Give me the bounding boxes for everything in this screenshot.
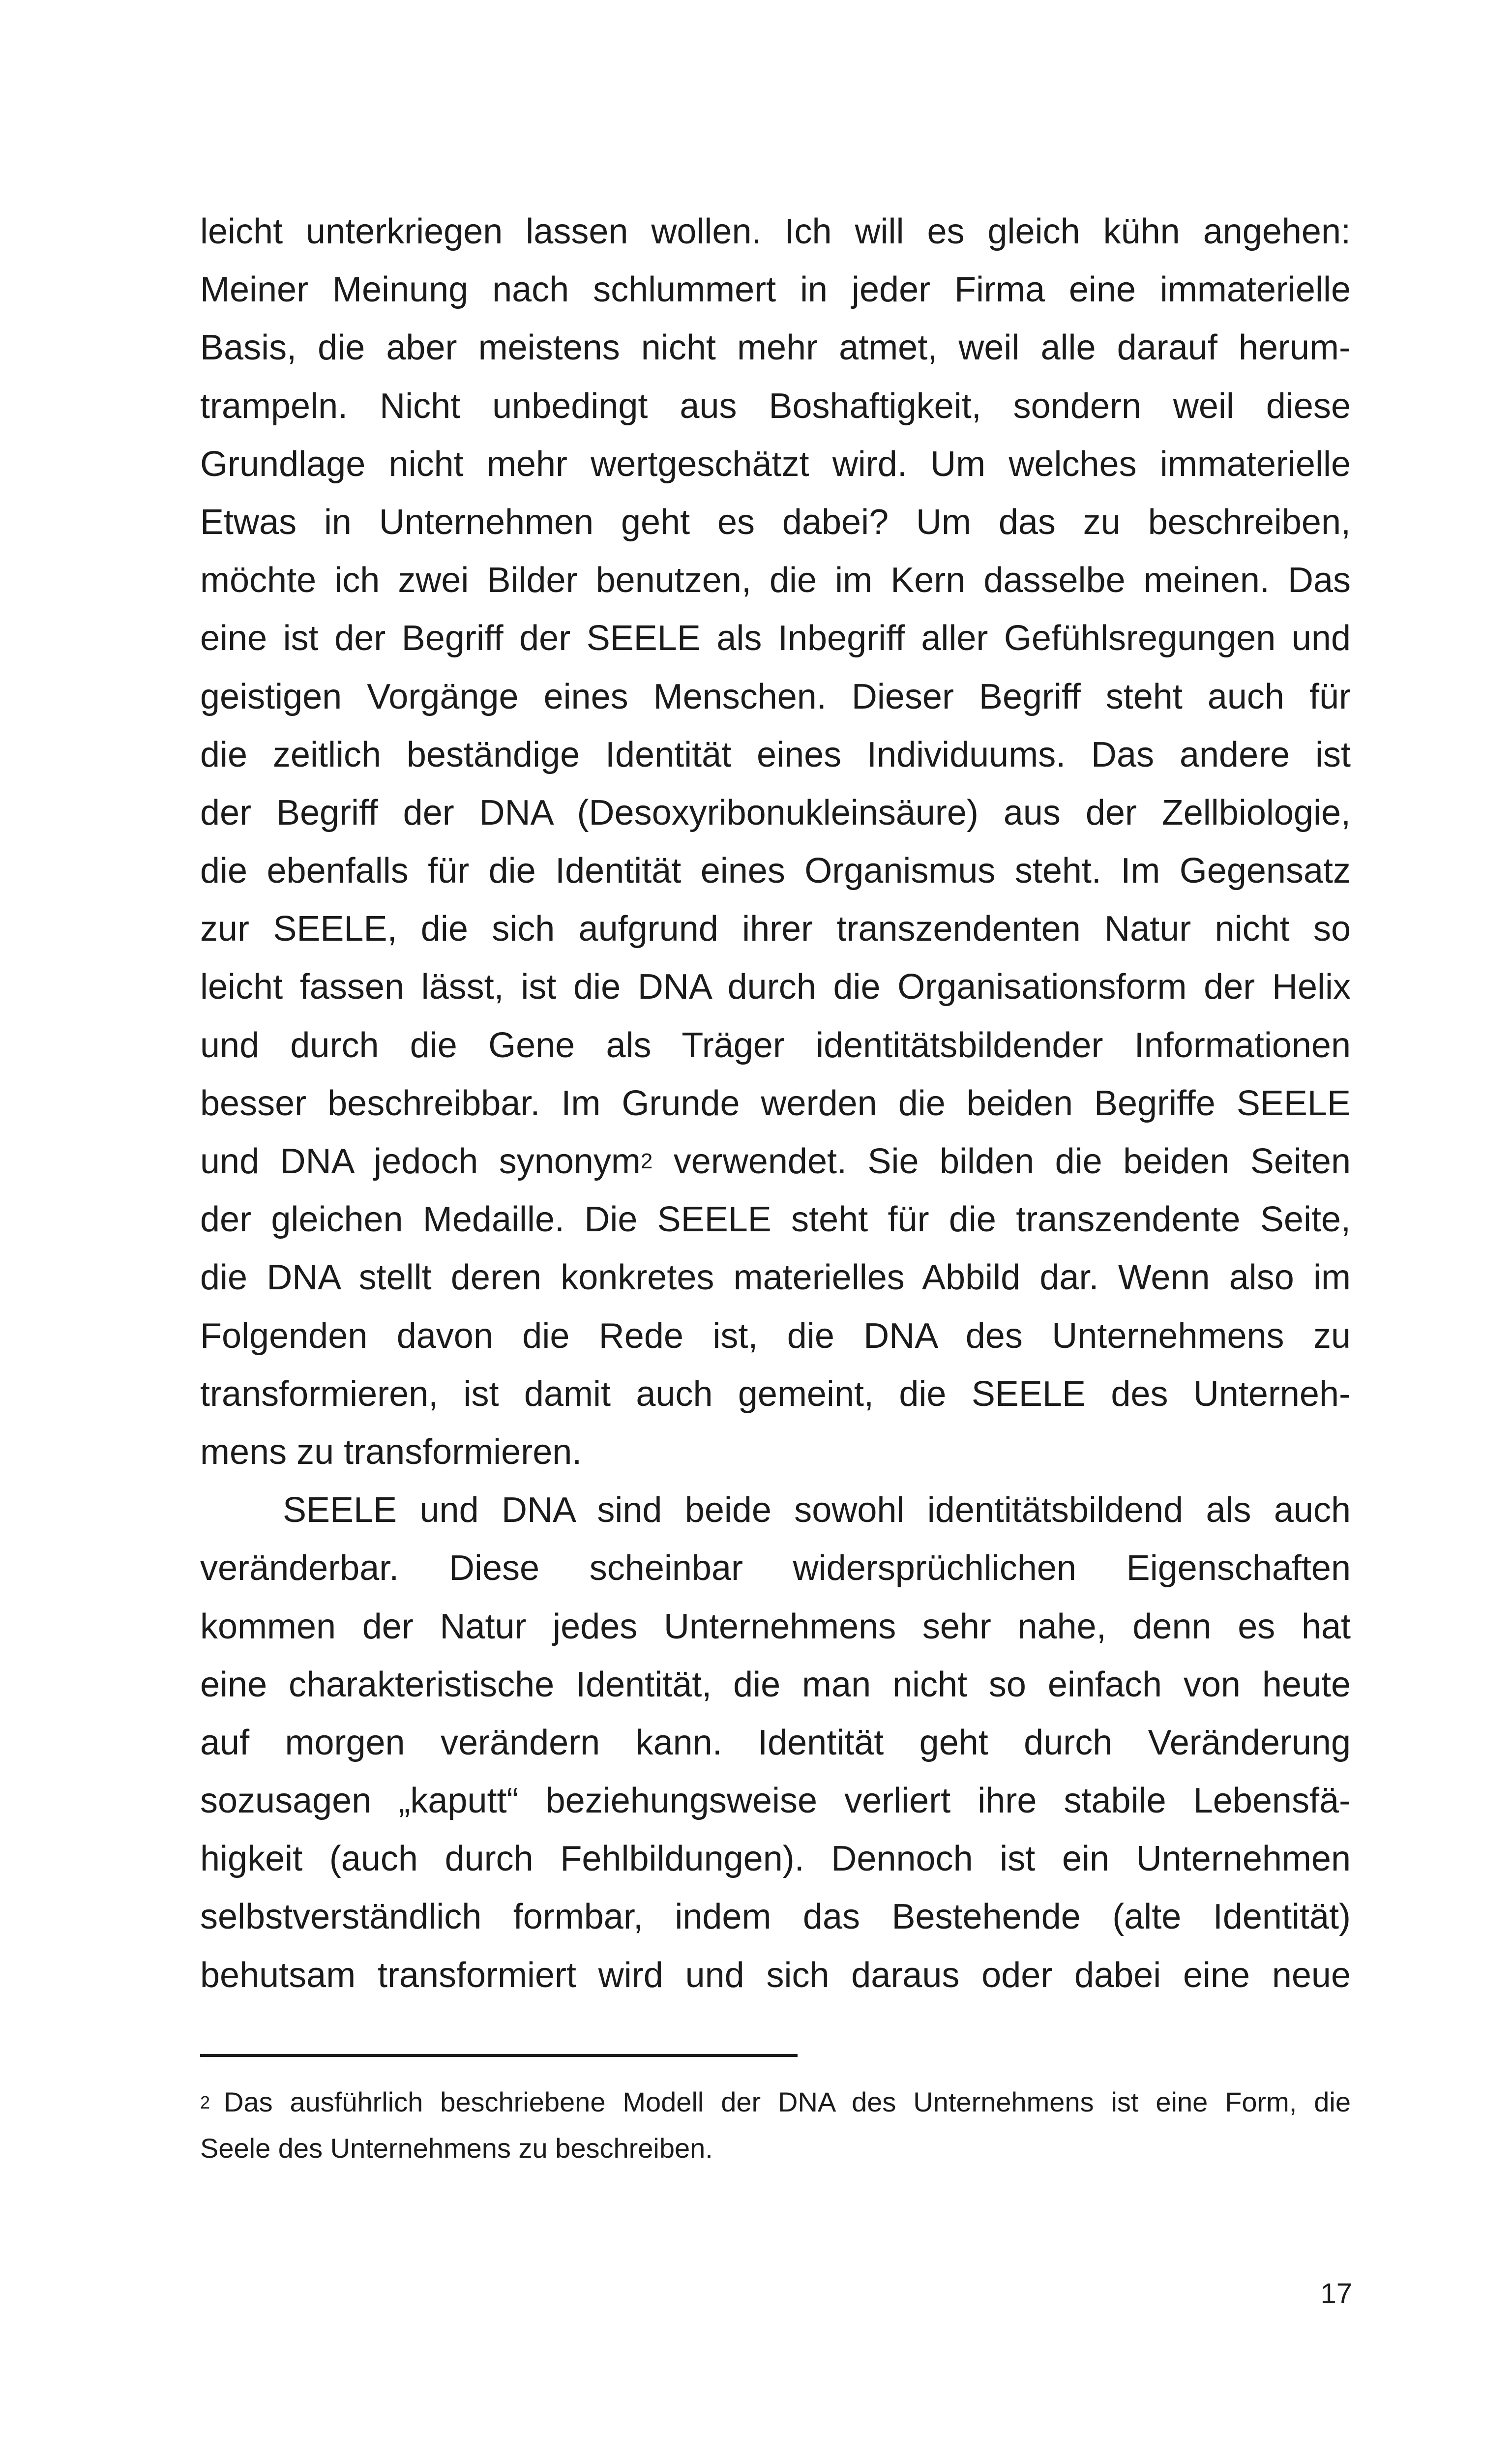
text-line-with-footnote-ref	[200, 1132, 1351, 1190]
text-line: Etwas in Unternehmen geht es dabei? Um das zu beschreiben,	[200, 502, 1351, 542]
text-line: eine charakteristische Identität, die man nicht so einfach von heute	[200, 1665, 1351, 1704]
text-line: leicht fassen lässt, ist die DNA durch die Organisationsform der Helix	[200, 967, 1351, 1007]
text-line: besser beschreibbar. Im Grunde werden die beiden Begriffe SEELE	[200, 1083, 1351, 1123]
text-line: und durch die Gene als Träger identitätsbildender Informationen	[200, 1025, 1351, 1065]
page-number: 17	[1320, 2278, 1352, 2310]
text-segment: und DNA jedoch synonym	[200, 1142, 641, 1181]
text-line: Folgenden davon die Rede ist, die DNA des Unternehmens zu	[200, 1316, 1351, 1356]
text-segment: verwendet. Sie bilden die beiden Seiten	[652, 1142, 1351, 1181]
footnote-separator	[200, 2054, 798, 2057]
footnote-line	[200, 2079, 1351, 2125]
text-line: zur SEELE, die sich aufgrund ihrer transzendenten Natur nicht so	[200, 909, 1351, 949]
text-line: geistigen Vorgänge eines Menschen. Dieser Begriff steht auch für	[200, 677, 1351, 716]
footnote-number: 2	[200, 2092, 210, 2112]
text-line: die ebenfalls für die Identität eines Organismus steht. Im Gegensatz	[200, 851, 1351, 891]
text-line: sozusagen „kaputt“ beziehungsweise verliert ihre stabile Lebensfä-	[200, 1781, 1351, 1821]
text-line: SEELE und DNA sind beide sowohl identitätsbildend als auch	[283, 1490, 1351, 1530]
text-line: eine ist der Begriff der SEELE als Inbegriff aller Gefühlsregungen und	[200, 619, 1351, 658]
text-line: transformieren, ist damit auch gemeint, die SEELE des Unterneh-	[200, 1374, 1351, 1414]
text-line: trampeln. Nicht unbedingt aus Boshaftigkeit, sondern weil diese	[200, 386, 1351, 426]
text-line: Meiner Meinung nach schlummert in jeder Firma eine immaterielle	[200, 270, 1351, 310]
text-line: leicht unterkriegen lassen wollen. Ich will es gleich kühn angehen:	[200, 212, 1351, 251]
text-line: higkeit (auch durch Fehlbildungen). Dennoch ist ein Unternehmen	[200, 1839, 1351, 1879]
text-line: möchte ich zwei Bilder benutzen, die im Kern dasselbe meinen. Das	[200, 561, 1351, 600]
text-line: behutsam transformiert wird und sich daraus oder dabei eine neue	[200, 1955, 1351, 1995]
text-line: der gleichen Medaille. Die SEELE steht für die transzendente Seite,	[200, 1200, 1351, 1240]
text-line: die zeitlich beständige Identität eines Individuums. Das andere ist	[200, 735, 1351, 774]
text-line: selbstverständlich formbar, indem das Bestehende (alte Identität)	[200, 1897, 1351, 1937]
footnote-line: Seele des Unternehmens zu beschreiben.	[200, 2133, 713, 2164]
footnote	[200, 2079, 1351, 2171]
text-line: Grundlage nicht mehr wertgeschätzt wird. Um welches immaterielle	[200, 444, 1351, 484]
text-line: der Begriff der DNA (Desoxyribonukleinsäure) aus der Zellbiologie,	[200, 793, 1351, 832]
text-line: veränderbar. Diese scheinbar widersprüchlichen Eigenschaften	[200, 1548, 1351, 1588]
footnote-reference[interactable]: 2	[640, 1149, 653, 1173]
main-text	[200, 203, 1351, 2004]
text-line: mens zu transformieren.	[200, 1432, 582, 1472]
text-line: Basis, die aber meistens nicht mehr atmet, weil alle darauf herum-	[200, 328, 1351, 368]
text-line: auf morgen verändern kann. Identität geht durch Veränderung	[200, 1723, 1351, 1762]
footnote-text: Das ausführlich beschriebene Modell der DNA des Unternehmens ist eine Form, die	[224, 2086, 1351, 2117]
text-line: kommen der Natur jedes Unternehmens sehr nahe, denn es hat	[200, 1606, 1351, 1646]
text-line: die DNA stellt deren konkretes materielles Abbild dar. Wenn also im	[200, 1258, 1351, 1298]
